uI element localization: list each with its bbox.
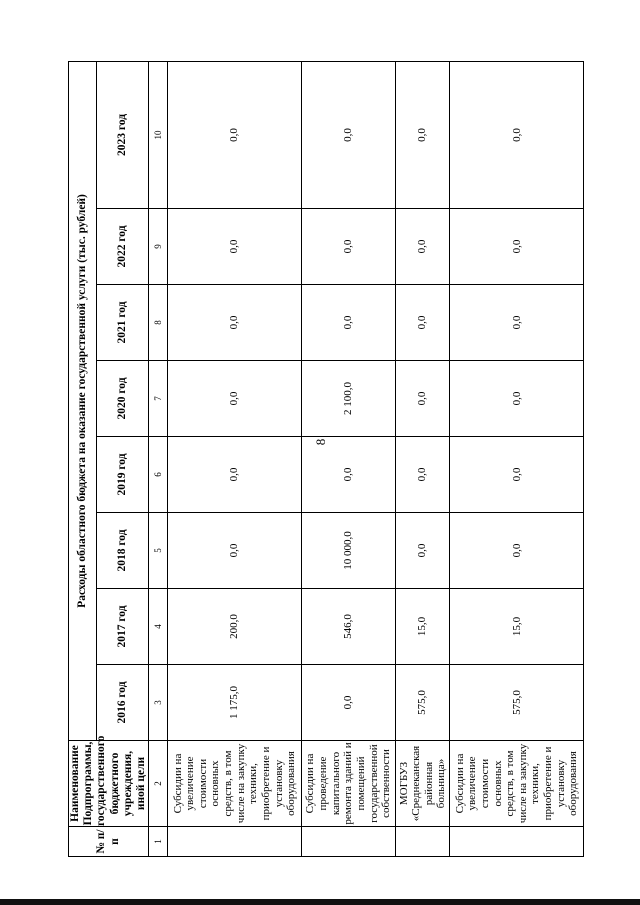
header-name: Наименование Подпрограммы, государственного бюджетного учреждения, иной цели: [69, 735, 148, 826]
row-value: 15,0: [450, 589, 584, 665]
row-value: 0,0: [396, 285, 450, 361]
row-value: 2 100,0: [302, 361, 396, 437]
expenses-table: [68, 61, 584, 857]
row-value: 0,0: [302, 209, 396, 285]
row-value: 0,0: [396, 437, 450, 513]
row-value: 0,0: [168, 61, 302, 208]
column-number: 10: [149, 61, 168, 208]
header-year: 2022 год: [97, 209, 149, 285]
row-name: Субсидии на увеличение стоимости основных средств, в том числе на закупку техники, приобретение и установку оборудования: [168, 741, 302, 827]
page-number: 8: [313, 438, 328, 446]
row-num: [302, 827, 396, 857]
table-wrapper: [68, 62, 584, 857]
header-num: № п/п: [69, 827, 149, 857]
row-num: [396, 827, 450, 857]
header-year: 2023 год: [97, 61, 149, 208]
row-value: 0,0: [450, 61, 584, 208]
row-value: 0,0: [168, 285, 302, 361]
row-value: 0,0: [396, 61, 450, 208]
row-value: 0,0: [168, 513, 302, 589]
row-value: 575,0: [450, 665, 584, 741]
table-row: [396, 61, 450, 856]
row-value: 0,0: [168, 209, 302, 285]
row-value: 0,0: [302, 285, 396, 361]
column-number: 6: [149, 437, 168, 513]
row-name: Субсидии на проведение капитального ремонта зданий и помещений государственной собственности: [302, 741, 396, 827]
header-year: 2018 год: [97, 513, 149, 589]
row-value: 546,0: [302, 589, 396, 665]
row-value: 1 175,0: [168, 665, 302, 741]
row-value: 0,0: [396, 513, 450, 589]
header-year: 2020 год: [97, 361, 149, 437]
row-value: 0,0: [396, 209, 450, 285]
row-value: 0,0: [450, 209, 584, 285]
column-number: 3: [149, 665, 168, 741]
row-name: Субсидии на увеличение стоимости основных средств, в том числе на закупку техники, приобретение и установку оборудования: [450, 741, 584, 827]
column-number: 4: [149, 589, 168, 665]
column-number: 5: [149, 513, 168, 589]
row-num: [168, 827, 302, 857]
row-value: 0,0: [450, 513, 584, 589]
table-row: [450, 61, 584, 856]
row-value: 0,0: [450, 361, 584, 437]
header-year: 2017 год: [97, 589, 149, 665]
header-year: 2019 год: [97, 437, 149, 513]
column-number: 7: [149, 361, 168, 437]
row-name: МОГБУЗ «Среднеканская районная больница»: [396, 741, 450, 827]
table-row: [168, 61, 302, 856]
column-number: 1: [149, 827, 168, 857]
column-number: 8: [149, 285, 168, 361]
row-value: 0,0: [396, 361, 450, 437]
row-value: 15,0: [396, 589, 450, 665]
header-year: 2016 год: [97, 665, 149, 741]
row-value: 0,0: [302, 61, 396, 208]
row-value: 10 000,0: [302, 513, 396, 589]
row-value: 0,0: [302, 665, 396, 741]
row-value: 0,0: [450, 285, 584, 361]
header-expenses-group: Расходы областного бюджета на оказание государственной услуги (тыс. рублей): [69, 61, 97, 740]
row-value: 200,0: [168, 589, 302, 665]
column-number: 2: [149, 741, 168, 827]
row-value: 575,0: [396, 665, 450, 741]
row-value: 0,0: [450, 437, 584, 513]
header-year: 2021 год: [97, 285, 149, 361]
bottom-rule: [0, 899, 640, 905]
row-num: [450, 827, 584, 857]
row-value: 0,0: [168, 361, 302, 437]
column-number: 9: [149, 209, 168, 285]
row-value: 0,0: [168, 437, 302, 513]
table-row: [302, 61, 396, 856]
row-value: 0,0: [302, 437, 396, 513]
